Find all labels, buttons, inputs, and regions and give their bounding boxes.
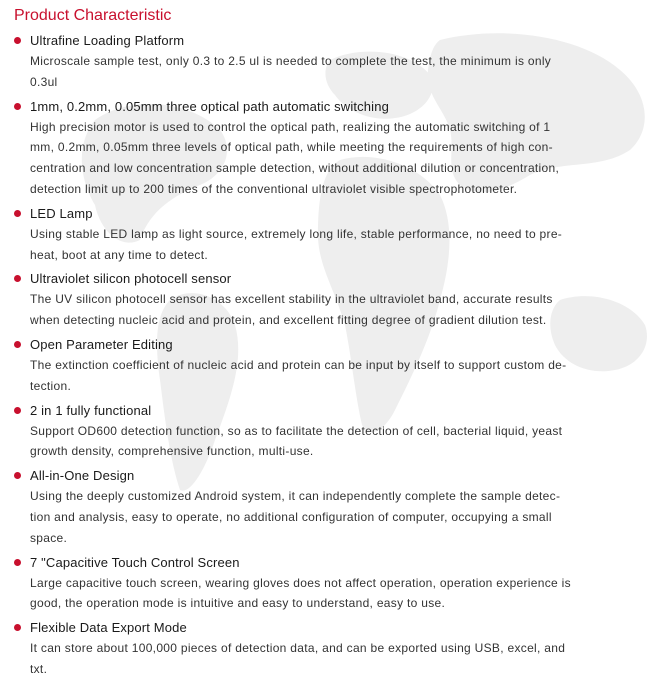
feature-heading xyxy=(14,617,638,638)
description-line: tection. xyxy=(30,378,72,393)
description-line: space. xyxy=(30,530,68,545)
description-line: mm, 0.2mm, 0.05mm three levels of optical path, while meeting the requirements of high con- xyxy=(30,140,553,155)
feature-item xyxy=(14,400,638,463)
feature-title: All-in-One Design xyxy=(30,468,135,484)
feature-description xyxy=(30,638,638,680)
feature-item xyxy=(14,465,638,548)
feature-description xyxy=(30,486,638,548)
feature-heading xyxy=(14,268,638,289)
bullet-dot-icon xyxy=(14,210,21,217)
feature-item xyxy=(14,30,638,93)
description-line: 0.3ul xyxy=(30,74,58,89)
feature-description xyxy=(30,224,638,266)
bullet-dot-icon xyxy=(14,559,21,566)
feature-title: Flexible Data Export Mode xyxy=(30,620,187,636)
description-line: heat, boot at any time to detect. xyxy=(30,247,209,262)
feature-title: Ultrafine Loading Platform xyxy=(30,33,185,48)
feature-description xyxy=(30,421,638,463)
section-title: Product Characteristic xyxy=(14,7,172,24)
bullet-dot-icon xyxy=(14,624,21,631)
description-line: High precision motor is used to control the optical path, realizing the automatic switching of 1 xyxy=(30,119,551,134)
description-line: The extinction coefficient of nucleic acid and protein can be input by itself to support custom de- xyxy=(30,357,567,372)
description-line: txt. xyxy=(30,661,48,676)
description-line: detection limit up to 200 times of the conventional ultraviolet visible spectrophotometer. xyxy=(30,181,518,196)
bullet-dot-icon xyxy=(14,407,21,414)
description-line: It can store about 100,000 pieces of detection data, and can be exported using USB, excel, and xyxy=(30,641,566,656)
description-line: Using stable LED lamp as light source, extremely long life, stable performance, no need to pre- xyxy=(30,226,563,241)
description-line: Support OD600 detection function, so as to facilitate the detection of cell, bacterial liquid, yeast xyxy=(30,423,563,438)
feature-heading xyxy=(14,465,638,486)
feature-heading xyxy=(14,334,638,355)
feature-title: 1mm, 0.2mm, 0.05mm three optical path automatic switching xyxy=(30,98,389,114)
description-line: Large capacitive touch screen, wearing gloves does not affect operation, operation experience is xyxy=(30,575,571,590)
description-line: centration and low concentration sample detection, without additional dilution or concentration, xyxy=(30,161,560,176)
feature-title: 2 in 1 fully functional xyxy=(30,402,152,418)
feature-item xyxy=(14,268,638,331)
feature-item xyxy=(14,96,638,200)
feature-description xyxy=(30,117,638,200)
description-line: good, the operation mode is intuitive and easy to understand, easy to use. xyxy=(30,596,446,611)
feature-item xyxy=(14,203,638,266)
bullet-dot-icon xyxy=(14,37,21,44)
bullet-dot-icon xyxy=(14,472,21,479)
feature-item xyxy=(14,552,638,615)
feature-heading xyxy=(14,30,638,51)
feature-heading xyxy=(14,96,638,117)
description-line: growth density, comprehensive function, multi-use. xyxy=(30,444,314,459)
feature-item xyxy=(14,334,638,397)
feature-heading xyxy=(14,552,638,573)
description-line: Microscale sample test, only 0.3 to 2.5 ul is needed to complete the test, the minimum is only xyxy=(30,54,552,68)
feature-description xyxy=(30,51,638,93)
feature-title: 7 "Capacitive Touch Control Screen xyxy=(30,554,240,570)
feature-title: LED Lamp xyxy=(30,205,93,221)
feature-description xyxy=(30,573,638,615)
feature-list xyxy=(14,30,638,680)
feature-description xyxy=(30,355,638,397)
description-line: tion and analysis, easy to operate, no additional configuration of computer, occupying a small xyxy=(30,509,552,524)
bullet-dot-icon xyxy=(14,103,21,110)
description-line: The UV silicon photocell sensor has excellent stability in the ultraviolet band, accurate results xyxy=(30,292,553,307)
feature-heading xyxy=(14,400,638,421)
feature-title: Open Parameter Editing xyxy=(30,336,173,352)
description-line: when detecting nucleic acid and protein, and excellent fitting degree of gradient dilution test. xyxy=(30,313,547,328)
feature-title: Ultraviolet silicon photocell sensor xyxy=(30,271,232,287)
feature-description xyxy=(30,289,638,331)
bullet-dot-icon xyxy=(14,341,21,348)
feature-heading xyxy=(14,203,638,224)
description-line: Using the deeply customized Android system, it can independently complete the sample detec- xyxy=(30,489,561,504)
feature-item xyxy=(14,617,638,680)
bullet-dot-icon xyxy=(14,275,21,282)
